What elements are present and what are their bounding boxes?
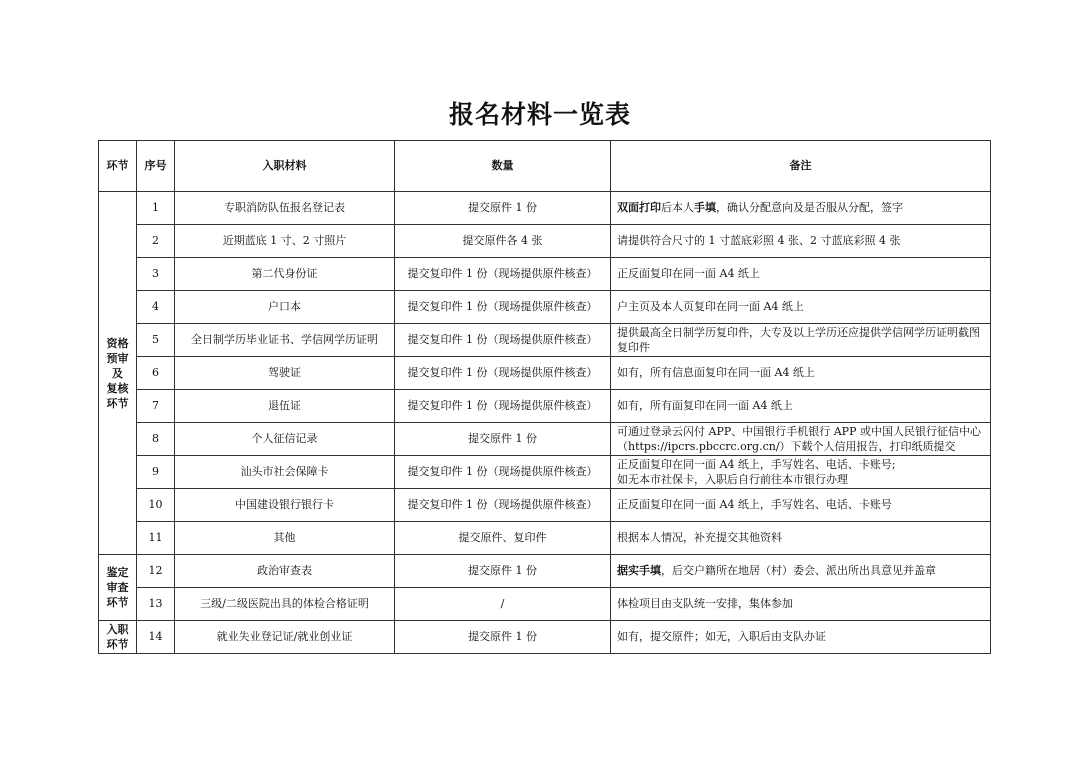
stage-label-line: 环节 bbox=[106, 396, 129, 410]
note-line: 正反面复印在同一面 A4 纸上，手写姓名、电话、卡账号; bbox=[617, 458, 896, 471]
table-row bbox=[99, 390, 991, 423]
stage-label-line: 审查 bbox=[106, 581, 129, 594]
row-note bbox=[611, 456, 991, 489]
row-quantity: 提交复印件 1 份（现场提供原件核查） bbox=[395, 258, 611, 291]
row-note bbox=[611, 192, 991, 225]
row-note: 如有，提交原件；如无，入职后由支队办证 bbox=[611, 621, 991, 654]
stage-label-line: 及 bbox=[112, 366, 123, 380]
table-row bbox=[99, 522, 991, 555]
note-text: ，确认分配意向及是否服从分配，签字 bbox=[716, 201, 903, 214]
note-bold: 据实手填 bbox=[617, 564, 661, 577]
table-row bbox=[99, 456, 991, 489]
stage-label-line: 入职 bbox=[106, 623, 129, 636]
row-no: 14 bbox=[137, 621, 175, 654]
row-no: 11 bbox=[137, 522, 175, 555]
row-material: 其他 bbox=[175, 522, 395, 555]
header-no: 序号 bbox=[137, 141, 175, 192]
row-material: 第二代身份证 bbox=[175, 258, 395, 291]
row-material: 个人征信记录 bbox=[175, 423, 395, 456]
row-quantity: 提交复印件 1 份（现场提供原件核查） bbox=[395, 291, 611, 324]
row-note: 请提供符合尺寸的 1 寸蓝底彩照 4 张、2 寸蓝底彩照 4 张 bbox=[611, 225, 991, 258]
header-note: 备注 bbox=[611, 141, 991, 192]
table-row bbox=[99, 324, 991, 357]
row-no: 8 bbox=[137, 423, 175, 456]
note-bold: 双面打印 bbox=[617, 201, 661, 214]
header-quantity: 数量 bbox=[395, 141, 611, 192]
note-text: 后本人 bbox=[661, 201, 694, 214]
row-no: 3 bbox=[137, 258, 175, 291]
page-title: 报名材料一览表 bbox=[448, 100, 631, 129]
row-material: 就业失业登记证/就业创业证 bbox=[175, 621, 395, 654]
table-row bbox=[99, 555, 991, 588]
row-quantity: 提交原件、复印件 bbox=[395, 522, 611, 555]
row-material: 近期蓝底 1 寸、2 寸照片 bbox=[175, 225, 395, 258]
materials-table bbox=[98, 140, 991, 654]
row-no: 1 bbox=[137, 192, 175, 225]
row-quantity: 提交原件各 4 张 bbox=[395, 225, 611, 258]
row-material: 汕头市社会保障卡 bbox=[175, 456, 395, 489]
stage-cell-onboarding bbox=[99, 621, 137, 654]
row-no: 5 bbox=[137, 324, 175, 357]
table-header-row bbox=[99, 141, 991, 192]
row-note: 如有，所有面复印在同一面 A4 纸上 bbox=[611, 390, 991, 423]
table-row bbox=[99, 258, 991, 291]
row-note: 根据本人情况，补充提交其他资料 bbox=[611, 522, 991, 555]
row-quantity: 提交原件 1 份 bbox=[395, 192, 611, 225]
row-note: 正反面复印在同一面 A4 纸上，手写姓名、电话、卡账号 bbox=[611, 489, 991, 522]
row-no: 6 bbox=[137, 357, 175, 390]
row-quantity: 提交原件 1 份 bbox=[395, 621, 611, 654]
stage-cell-review bbox=[99, 555, 137, 621]
row-material: 全日制学历毕业证书、学信网学历证明 bbox=[175, 324, 395, 357]
row-note bbox=[611, 555, 991, 588]
header-material: 入职材料 bbox=[175, 141, 395, 192]
note-bold: 手填 bbox=[694, 201, 716, 214]
table-row bbox=[99, 192, 991, 225]
row-quantity: 提交复印件 1 份（现场提供原件核查） bbox=[395, 324, 611, 357]
stage-label-line: 资格 bbox=[106, 336, 129, 350]
row-quantity: 提交复印件 1 份（现场提供原件核查） bbox=[395, 456, 611, 489]
table-row bbox=[99, 621, 991, 654]
row-quantity: / bbox=[395, 588, 611, 621]
stage-label-line: 预审 bbox=[106, 351, 129, 365]
row-no: 4 bbox=[137, 291, 175, 324]
row-no: 9 bbox=[137, 456, 175, 489]
row-material: 三级/二级医院出具的体检合格证明 bbox=[175, 588, 395, 621]
table-row bbox=[99, 225, 991, 258]
row-no: 7 bbox=[137, 390, 175, 423]
table-row bbox=[99, 588, 991, 621]
note-text: ，后交户籍所在地居（村）委会、派出所出具意见并盖章 bbox=[661, 564, 936, 577]
table-row bbox=[99, 489, 991, 522]
stage-label-line: 环节 bbox=[106, 596, 129, 609]
row-quantity: 提交复印件 1 份（现场提供原件核查） bbox=[395, 357, 611, 390]
row-material: 户口本 bbox=[175, 291, 395, 324]
row-note: 户主页及本人页复印在同一面 A4 纸上 bbox=[611, 291, 991, 324]
row-note: 提供最高全日制学历复印件，大专及以上学历还应提供学信网学历证明截图复印件 bbox=[611, 324, 991, 357]
table-row bbox=[99, 423, 991, 456]
stage-label-line: 鉴定 bbox=[106, 566, 129, 579]
note-line: 如无本市社保卡，入职后自行前往本市银行办理 bbox=[617, 473, 848, 486]
row-material: 政治审查表 bbox=[175, 555, 395, 588]
row-quantity: 提交复印件 1 份（现场提供原件核查） bbox=[395, 489, 611, 522]
row-note: 如有，所有信息面复印在同一面 A4 纸上 bbox=[611, 357, 991, 390]
stage-label-line: 复核 bbox=[106, 381, 129, 395]
row-material: 中国建设银行银行卡 bbox=[175, 489, 395, 522]
row-note: 体检项目由支队统一安排，集体参加 bbox=[611, 588, 991, 621]
header-stage: 环节 bbox=[99, 141, 137, 192]
row-material: 退伍证 bbox=[175, 390, 395, 423]
row-no: 2 bbox=[137, 225, 175, 258]
row-quantity: 提交原件 1 份 bbox=[395, 555, 611, 588]
row-material: 驾驶证 bbox=[175, 357, 395, 390]
row-no: 13 bbox=[137, 588, 175, 621]
table-row bbox=[99, 357, 991, 390]
row-note: 正反面复印在同一面 A4 纸上 bbox=[611, 258, 991, 291]
stage-label-line: 环节 bbox=[106, 638, 129, 651]
row-quantity: 提交复印件 1 份（现场提供原件核查） bbox=[395, 390, 611, 423]
row-material: 专职消防队伍报名登记表 bbox=[175, 192, 395, 225]
row-quantity: 提交原件 1 份 bbox=[395, 423, 611, 456]
stage-cell-qualification bbox=[99, 192, 137, 555]
row-note: 可通过登录云闪付 APP、中国银行手机银行 APP 或中国人民银行征信中心（https://ipcrs.pbccrc.org.cn/）下载个人信用报告，打印纸质提交 bbox=[611, 423, 991, 456]
row-no: 10 bbox=[137, 489, 175, 522]
row-no: 12 bbox=[137, 555, 175, 588]
table-row bbox=[99, 291, 991, 324]
